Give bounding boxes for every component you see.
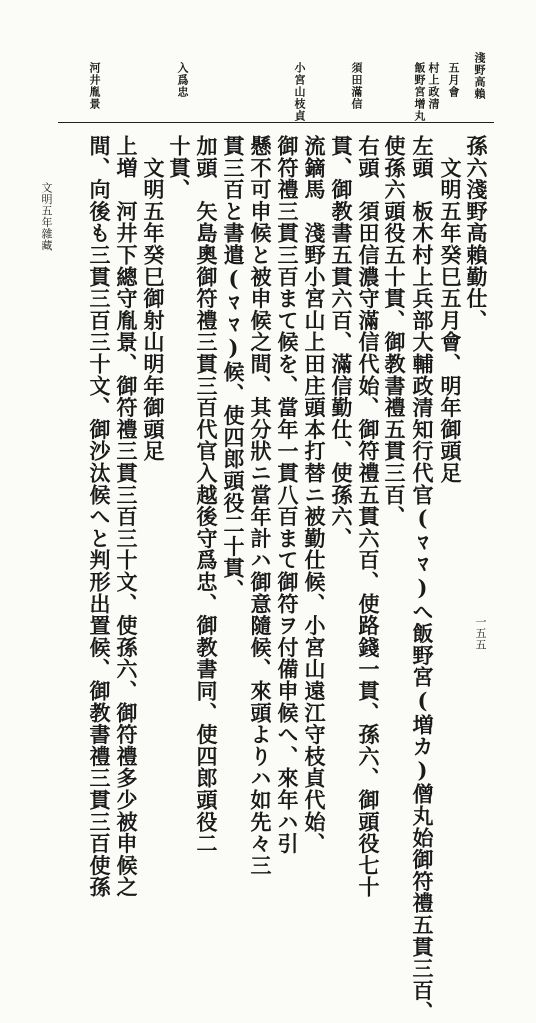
page-number: 一五五 — [474, 616, 487, 651]
body-line-11: 加頭 矢島奧御符禮三貫三百代官入越後守爲忠、御教書同、使四郎頭役二 — [194, 135, 219, 855]
body-line-4: 使孫六頭役五十貫、御教書禮五貫三百、 — [382, 135, 407, 528]
header-label-kawai: 河井胤景 — [88, 62, 101, 110]
body-line-2: 文明五年癸巳五月會、明年御頭足 — [438, 135, 463, 484]
body-line-9: 懸不可申候と被申候之間、其分狀ニ當年計ハ御意隨候、來頭よりハ如先々三 — [248, 135, 273, 877]
header-label-iino: 飯野宮增丸 — [413, 62, 426, 122]
body-line-7: 流鏑馬 淺野小宮山上田庄頭本打替ニ被勤仕候、小宮山遠江守枝貞代始、 — [302, 135, 327, 855]
body-line-15: 間、向後も三貫三百三十文、御沙汰候へと判形出置候、御教書禮三貫三百使孫 — [87, 135, 112, 898]
header-label-gogatsu-e: 五月會 — [447, 62, 460, 98]
body-line-1: 孫六淺野高賴勤仕、 — [464, 135, 489, 332]
header-label-suda: 須田滿信 — [350, 62, 363, 110]
header-label-iri: 入爲忠 — [176, 62, 189, 98]
header-rule — [58, 122, 494, 123]
header-label-murakami: 村上政清 — [427, 62, 440, 110]
body-line-10: 貫三百と書遣(ﾏﾏ)候、使四郎頭役二十貫、 — [221, 135, 246, 601]
header-label-komiyama: 小宮山枝貞 — [293, 62, 306, 122]
body-line-5: 右頭 須田信濃守滿信代始、御符禮五貫六百、使路錢一貫、孫六、御頭役七十 — [356, 135, 381, 898]
body-line-13: 文明五年癸巳御射山明年御頭足 — [141, 135, 166, 462]
body-line-14: 上増 河井下總守胤景、御符禮三貫三百三十文、使孫六、御符禮多少被申候之 — [114, 135, 139, 898]
body-line-8: 御符禮三貫三百まて候を、當年一貫八百まて御符ヲ付備申候へ、來年ハ引 — [275, 135, 300, 855]
body-line-3: 左頭 板木村上兵部大輔政清知行代官(ﾏﾏ)へ飯野宮(増カ)僧丸始御符禮五貫三百、 — [410, 135, 435, 1023]
running-title: 文明五年雜藏 — [40, 182, 53, 251]
header-label-asano: 淺野高賴 — [473, 52, 486, 100]
body-line-6: 貫、御教書五貫六百、滿信勤仕、使孫六、 — [329, 135, 354, 550]
body-line-12: 十貫、 — [167, 135, 192, 201]
